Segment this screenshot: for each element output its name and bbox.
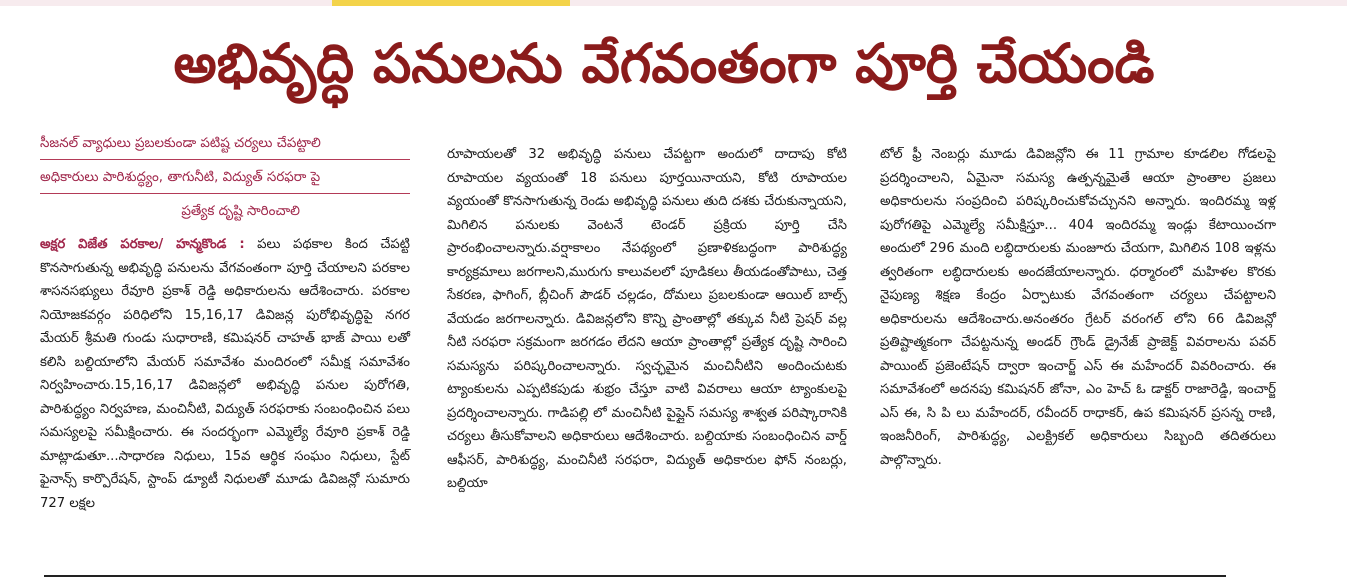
- subheadline-line-1: సీజనల్ వ్యాధులు ప్రబలకుండా పటిష్ట చర్యలు చేపట్టాలి: [40, 130, 410, 160]
- column-1-text: [40, 233, 410, 515]
- article-headline: అభివృద్ధి పనులను వేగవంతంగా పూర్తి చేయండి: [173, 32, 1155, 95]
- article-column-1: [40, 130, 410, 515]
- column-3-body: టోల్ ఫ్రీ నెంబర్లు మూడు డివిజన్లోని ఈ 11 గ్రామాల కూడలిల గోడలపై ప్రదర్శించాలని, ఏమైనా సమస్య ఉత్పన్నమైతే ఆయా ప్రాంతాల ప్రజలు అధికారులను సంప్రదించి పరిష్కరించుకోవచ్చునని అన్నారు. ఇందిరమ్మ ఇళ్ల పురోగతిపై ఎమ్మెల్యే సమీక్షిస్తూ... 404 ఇందిరమ్మ ఇండ్లు కేటాయించగా అందులో 296 మంది లబ్ధిదారులకు మంజూరు చేయగా, మిగిలిన 108 ఇళ్లను త్వరితంగా లబ్ధిదారులకు అందజేయాలన్నారు. ధర్మారంలో మహిళల కొరకు నైపుణ్య శిక్షణ కేంద్రం ఏర్పాటుకు వేగవంతంగా చర్యలు చేపట్టాలని అధికారులను ఆదేశించారు.అనంతరం గ్రేటర్ వరంగల్ లోని 66 డివిజన్లో ప్రతిష్టాత్మకంగా చేపట్టనున్న అండర్ గ్రౌండ్ డ్రైనేజ్ ప్రాజెక్ట్ వివరాలను పవర్ పాయింట్ ప్రజెంటేషన్ ద్వారా ఇంచార్జ్ ఎస్ ఈ మహేందర్ వివరించారు. ఈ సమావేశంలో అదనపు కమిషనర్ జోనా, ఎం హెచ్ ఓ డాక్టర్ రాజారెడ్డి, ఇంచార్జ్ ఎస్ ఈ, సి పి లు మహేందర్, రవీందర్ రాధాకర్, ఉప కమిషనర్ ప్రసన్న రాణి, ఇంజనీరింగ్, పారిశుద్ధ్య, ఎలక్ట్రికల్ అధికారులు సిబ్బంది తదితరులు పాల్గొన్నారు.: [880, 147, 1276, 468]
- top-border-strip: [0, 0, 1347, 6]
- dateline: అక్షర విజేత పరకాల/ హన్మకొండ :: [40, 237, 245, 252]
- article-column-2: [447, 143, 847, 496]
- subheadline-line-2: అధికారులు పారిశుద్ధ్యం, తాగునీటి, విద్యుత్ సరఫరా పై: [40, 164, 410, 194]
- subheadline-line-3: ప్రత్యేక దృష్టి సారించాలి: [181, 204, 300, 219]
- column-1-body: పలు పథకాల కింద చేపట్టి కొనసాగుతున్న అభివృద్ధి పనులను వేగవంతంగా పూర్తి చేయాలని పరకాల శాసనసభ్యులు రేవూరి ప్రకాశ్ రెడ్డి అధికారులను ఆదేశించారు. పరకాల నియోజకవర్గం పరిధిలోని 15,16,17 డివిజన్ల పురోభివృద్ధిపై నగర మేయర్ శ్రీమతి గుండు సుధారాణి, కమిషనర్ చాహత్ భాజ్ పాయి లతో కలిసి బల్దియాలోని మేయర్ సమావేశం మందిరంలో సమీక్ష సమావేశం నిర్వహించారు.15,16,17 డివిజన్లలో అభివృద్ధి పనుల పురోగతి, పారిశుద్ధ్యం నిర్వహణ, మంచినీటి, విద్యుత్ సరఫరాకు సంబంధించిన పలు సమస్యలపై సమీక్షించారు. ఈ సందర్భంగా ఎమ్మెల్యే రేవూరి ప్రకాశ్ రెడ్డి మాట్లాడుతూ...సాధారణ నిధులు, 15వ ఆర్థిక సంఘం నిధులు, స్టేట్ ఫైనాన్స్ కార్పొరేషన్, స్టాంప్ డ్యూటీ నిధులతో మూడు డివిజన్లో సుమారు 727 లక్షల: [40, 237, 410, 511]
- subheadline-block: [40, 130, 410, 227]
- masthead-tab-strip: [332, 0, 570, 6]
- column-2-body: రూపాయలతో 32 అభివృద్ధి పనులు చేపట్టగా అందులో దాదాపు కోటి రూపాయల వ్యయంతో 18 పనులు పూర్తయినాయని, కోటి రూపాయల వ్యయంతో కొనసాగుతున్న రెండు అభివృద్ధి పనులు తుది దశకు చేరుకున్నాయని, మిగిలిన పనులకు వెంటనే టెండర్ ప్రక్రియ పూర్తి చేసి ప్రారంభించాలన్నారు.వర్షాకాలం నేపథ్యంలో ప్రణాళికబద్ధంగా పారిశుద్ధ్య కార్యక్రమాలు జరగాలని,మురుగు కాలువలలో పూడికలు తీయడంతోపాటు, చెత్త సేకరణ, ఫాగింగ్, బ్లీచింగ్ పౌడర్ చల్లడం, దోమలు ప్రబలకుండా ఆయిల్ బాల్స్ వేయడం జరగాలన్నారు. డివిజన్లలోని కొన్ని ప్రాంతాల్లో తక్కువ నీటి ప్రెషర్ వల్ల నీటి సరఫరా సక్రమంగా జరగడం లేదని ఆయా ప్రాంతాల్లో ప్రత్యేక దృష్టి సారించి సమస్యను పరిష్కరించాలన్నారు. స్వచ్ఛమైన మంచినీటిని అందించుటకు ట్యాంకులను ఎప్పటికపుడు శుభ్రం చేస్తూ వాటి వివరాలు ఆయా ట్యాంకులపై ప్రదర్శించాలన్నారు. గాడిపల్లి లో మంచినీటి పైప్లైన్ సమస్య శాశ్వత పరిష్కారానికి చర్యలు తీసుకోవాలని అధికారులు ఆదేశించారు. బల్దియాకు సంబంధించిన వార్డ్ ఆఫీసర్, పారిశుద్ధ్య, మంచినీటి సరఫరా, విద్యుత్ అధికారుల ఫోన్ నంబర్లు, బల్దియా: [447, 147, 847, 491]
- bottom-divider: [44, 575, 1226, 577]
- article-column-3: [880, 143, 1276, 472]
